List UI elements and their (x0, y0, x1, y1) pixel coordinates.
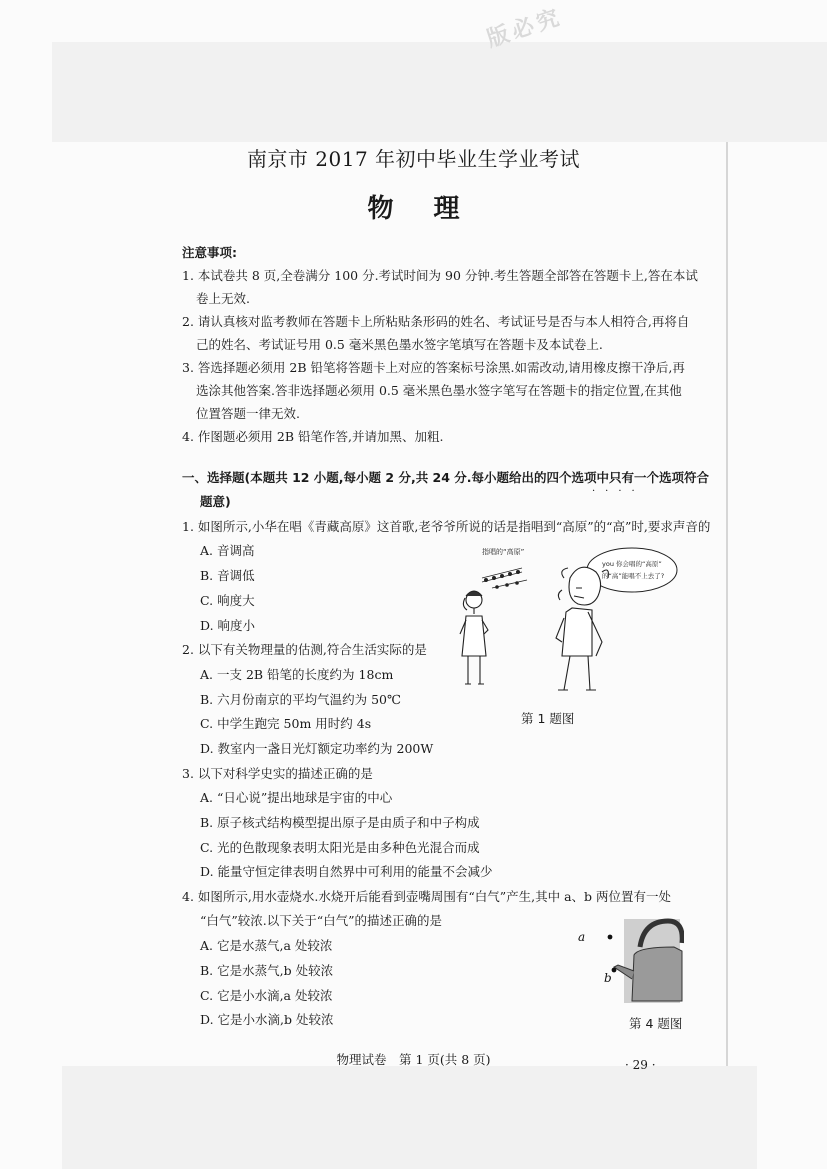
question-3-option-d: D. 能量守恒定律表明自然界中可利用的能量不会减少 (200, 864, 493, 879)
notes-line: 1. 本试卷共 8 页,全卷满分 100 分.考试时间为 90 分钟.考生答题全部答在答题卡上,答在本试 (182, 268, 698, 283)
question-3-stem: 3. 以下对科学史实的描述正确的是 (182, 766, 373, 781)
notes-line: 3. 答选择题必须用 2B 铅笔将答题卡上对应的答案标号涂黑.如需改动,请用橡皮擦干净后,再 (182, 360, 685, 375)
kettle-body-icon (632, 947, 682, 1001)
section-heading: 一、选择题(本题共 12 小题,每小题 2 分,共 24 分.每小题给出的四个选项中只有一个选项符合 (182, 470, 710, 485)
label-a: a (578, 930, 586, 944)
question-4-stem-cont: “白气”较浓.以下关于“白气”的描述正确的是 (200, 913, 443, 928)
watermark-stamp: 版必究 (484, 4, 566, 53)
music-notes-icon (482, 568, 527, 588)
question-1-option-a: A. 音调高 (200, 543, 255, 558)
notes-line: 己的姓名、考试证号用 0.5 毫米黑色墨水签字笔填写在答题卡及本试卷上. (196, 337, 603, 352)
girl-singer-icon (460, 591, 488, 684)
speech-bubble-line-2: 的“高”能唱不上去了? (602, 572, 665, 580)
question-1-option-d: D. 响度小 (200, 618, 256, 633)
question-3-option-a: A. “日心说”提出地球是宇宙的中心 (200, 790, 393, 805)
question-3-option-c: C. 光的色散现象表明太阳光是由多种色光混合而成 (200, 840, 480, 855)
speech-bubble-line-1: you 你会唱的“高原” (602, 560, 662, 568)
question-4-option-d: D. 它是小水滴,b 处较浓 (200, 1012, 334, 1027)
exam-title: 南京市 2017 年初中毕业生学业考试 (246, 147, 581, 171)
scan-margin-bottom (62, 1066, 757, 1169)
old-man-icon (556, 567, 608, 690)
question-1-option-b: B. 音调低 (200, 568, 255, 583)
question-2-option-a: A. 一支 2B 铅笔的长度约为 18cm (200, 667, 394, 682)
figure-1-song-text: 指唱的“高原” (482, 548, 525, 556)
notes-line: 卷上无效. (196, 291, 250, 306)
page-footer: 物理试卷 第 1 页(共 8 页) (336, 1052, 491, 1067)
label-b: b (604, 971, 612, 985)
figure-1-caption: 第 1 题图 (521, 711, 575, 726)
emphasis-dots: ···· (592, 486, 645, 497)
figure-4-caption: 第 4 题图 (629, 1016, 683, 1031)
section-heading-cont: 题意) (200, 494, 231, 509)
question-4-option-a: A. 它是水蒸气,a 处较浓 (200, 938, 333, 953)
question-4-option-c: C. 它是小水滴,a 处较浓 (200, 988, 333, 1003)
scan-margin-top (52, 42, 827, 142)
question-2-option-c: C. 中学生跑完 50m 用时约 4s (200, 716, 372, 731)
point-b-marker (612, 968, 617, 973)
question-2-option-d: D. 教室内一盏日光灯额定功率约为 200W (200, 741, 434, 756)
notes-heading: 注意事项: (182, 245, 237, 260)
page-number: · 29 · (625, 1058, 656, 1072)
question-2-stem: 2. 以下有关物理量的估测,符合生活实际的是 (182, 642, 427, 657)
question-4-option-b: B. 它是水蒸气,b 处较浓 (200, 963, 334, 978)
question-1-option-c: C. 响度大 (200, 593, 255, 608)
figure-1-illustration (452, 538, 684, 703)
question-2-option-b: B. 六月份南京的平均气温约为 50℃ (200, 692, 401, 707)
question-1-stem: 1. 如图所示,小华在唱《青藏高原》这首歌,老爷爷所说的话是指唱到“高原”的“高”时,要求声音的 (182, 519, 711, 534)
figure-4-illustration (574, 915, 684, 1005)
notes-line: 4. 作图题必须用 2B 铅笔作答,并请加黑、加粗. (182, 429, 444, 444)
notes-line: 选涂其他答案.答非选择题必须用 0.5 毫米黑色墨水签字笔写在答题卡的指定位置,在其他 (196, 383, 682, 398)
question-3-option-b: B. 原子核式结构模型提出原子是由质子和中子构成 (200, 815, 480, 830)
notes-line: 位置答题一律无效. (196, 406, 300, 421)
page-edge (726, 142, 728, 1066)
question-4-stem: 4. 如图所示,用水壶烧水.水烧开后能看到壶嘴周围有“白气”产生,其中 a、b 两位置有一处 (182, 889, 672, 904)
subject-title: 物理 (367, 194, 500, 224)
notes-line: 2. 请认真核对监考教师在答题卡上所粘贴条形码的姓名、考试证号是否与本人相符合,再将自 (182, 314, 690, 329)
figure-4-drawing (574, 915, 684, 1005)
figure-1-drawing (452, 538, 684, 703)
point-a-marker (608, 935, 613, 940)
